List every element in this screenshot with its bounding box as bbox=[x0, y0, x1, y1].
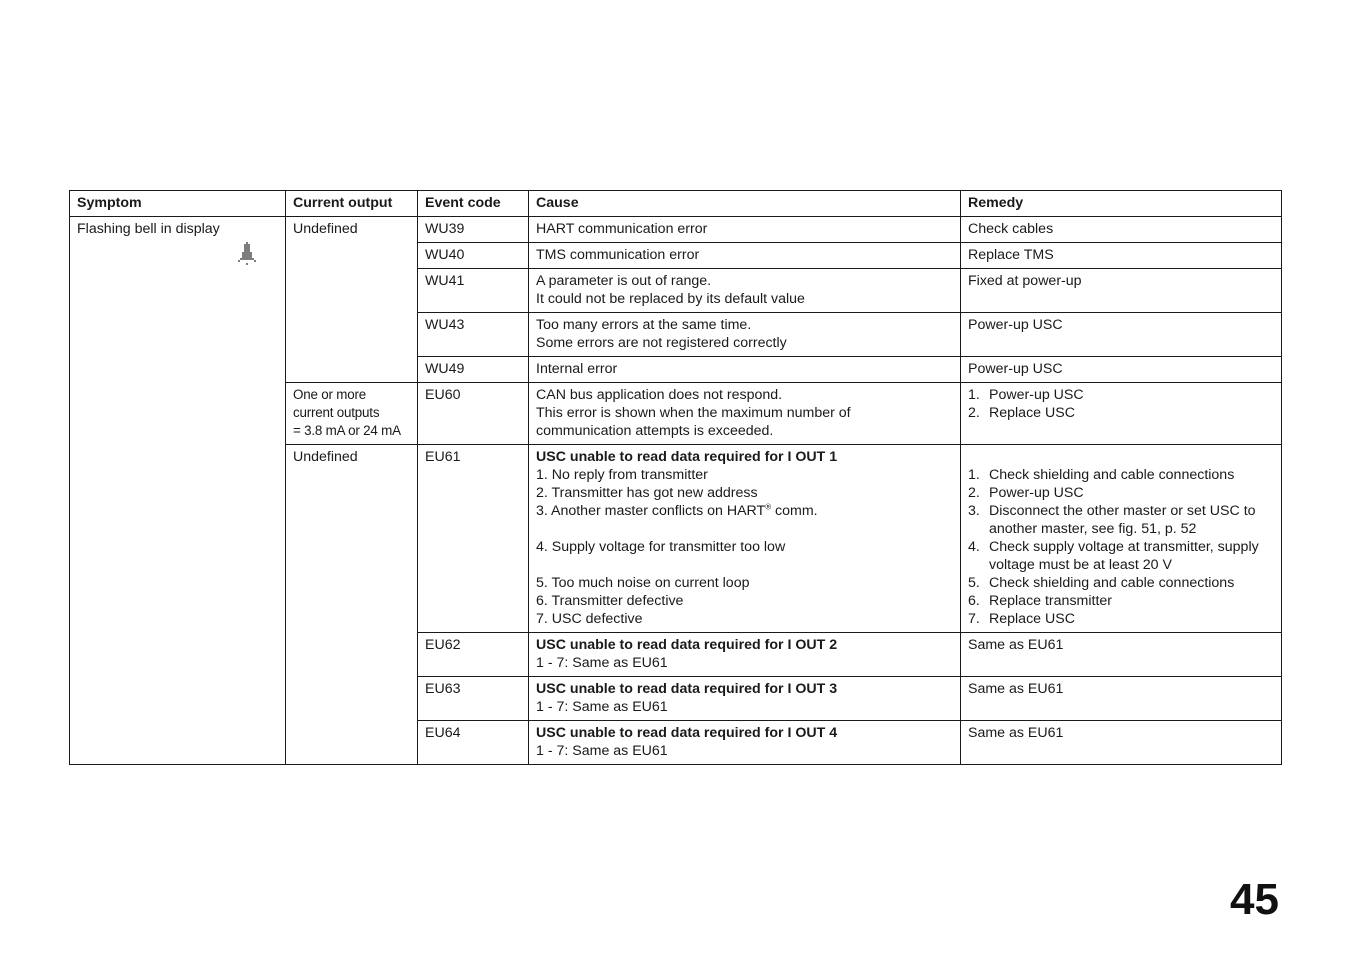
remedy-cell bbox=[961, 383, 1282, 445]
remedy-cell: Check cables bbox=[961, 217, 1282, 243]
list-number: 2. bbox=[968, 405, 980, 421]
list-number: 3. bbox=[968, 503, 980, 519]
list-number: 7. bbox=[968, 611, 980, 627]
list-item bbox=[968, 484, 1274, 502]
cause-line: It could not be replaced by its default value bbox=[536, 291, 805, 307]
remedy-step: Replace USC bbox=[989, 405, 1075, 421]
troubleshooting-table bbox=[69, 190, 1282, 765]
cause-cell bbox=[529, 383, 961, 445]
event-code: EU64 bbox=[418, 721, 529, 765]
output-line: One or more bbox=[293, 387, 366, 402]
event-code: EU60 bbox=[418, 383, 529, 445]
cause-line: Internal error bbox=[536, 361, 618, 377]
cause-title: USC unable to read data required for I OUT 4 bbox=[536, 725, 838, 741]
event-code: EU61 bbox=[418, 445, 529, 633]
list-item bbox=[968, 386, 1274, 404]
output-line: = 3.8 mA or 24 mA bbox=[293, 423, 401, 438]
table-row bbox=[70, 217, 1282, 243]
cause-line: Some errors are not registered correctly bbox=[536, 335, 787, 351]
output-line: current outputs bbox=[293, 405, 380, 420]
list-item bbox=[968, 610, 1274, 628]
cause-line: TMS communication error bbox=[536, 247, 700, 263]
cause-line: 7. USC defective bbox=[536, 611, 643, 627]
symptom-cell bbox=[70, 217, 286, 765]
list-number: 1. bbox=[968, 387, 980, 403]
cause-cell bbox=[529, 721, 961, 765]
cause-title: USC unable to read data required for I OUT 2 bbox=[536, 637, 838, 653]
cause-text: comm. bbox=[771, 503, 818, 519]
remedy-step: Power-up USC bbox=[989, 485, 1084, 501]
cause-cell bbox=[529, 677, 961, 721]
cause-cell bbox=[529, 633, 961, 677]
remedy-cell: Fixed at power-up bbox=[961, 269, 1282, 313]
remedy-cell bbox=[961, 445, 1282, 633]
cause-title: USC unable to read data required for I OUT 3 bbox=[536, 681, 838, 697]
cause-line: CAN bus application does not respond. bbox=[536, 387, 783, 403]
remedy-step: Power-up USC bbox=[989, 387, 1084, 403]
list-number: 5. bbox=[968, 575, 980, 591]
page-number: 45 bbox=[1230, 875, 1279, 924]
cause-line: 4. Supply voltage for transmitter too low bbox=[536, 539, 786, 555]
event-code: WU41 bbox=[418, 269, 529, 313]
remedy-list bbox=[968, 466, 1274, 628]
event-code: WU49 bbox=[418, 357, 529, 383]
table-header-row bbox=[70, 191, 1282, 217]
list-item bbox=[968, 538, 1274, 574]
remedy-cell: Same as EU61 bbox=[961, 633, 1282, 677]
list-number: 6. bbox=[968, 593, 980, 609]
cause-line: A parameter is out of range. bbox=[536, 273, 712, 289]
cause-cell bbox=[529, 269, 961, 313]
current-output-cell bbox=[286, 383, 418, 445]
header-symptom: Symptom bbox=[70, 191, 286, 217]
header-event-code: Event code bbox=[418, 191, 529, 217]
remedy-step: Check supply voltage at transmitter, supply voltage must be at least 20 V bbox=[989, 539, 1259, 573]
symptom-text: Flashing bell in display bbox=[77, 221, 220, 237]
current-output-cell: Undefined bbox=[286, 445, 418, 765]
cause-cell bbox=[529, 445, 961, 633]
cause-text: 3. Another master conflicts on HART bbox=[536, 503, 766, 519]
list-item bbox=[968, 404, 1274, 422]
cause-line: 1 - 7: Same as EU61 bbox=[536, 743, 668, 759]
cause-title: USC unable to read data required for I OUT 1 bbox=[536, 449, 838, 465]
remedy-step: Replace transmitter bbox=[989, 593, 1113, 609]
event-code: WU39 bbox=[418, 217, 529, 243]
header-cause: Cause bbox=[529, 191, 961, 217]
list-item bbox=[968, 466, 1274, 484]
event-code: WU43 bbox=[418, 313, 529, 357]
list-item bbox=[968, 502, 1274, 538]
registered-mark: ® bbox=[765, 502, 772, 512]
list-number: 1. bbox=[968, 467, 980, 483]
cause-line: This error is shown when the maximum number of bbox=[536, 405, 851, 421]
header-current-output: Current output bbox=[286, 191, 418, 217]
list-number: 4. bbox=[968, 539, 980, 555]
header-remedy: Remedy bbox=[961, 191, 1282, 217]
event-code: EU63 bbox=[418, 677, 529, 721]
list-number: 2. bbox=[968, 485, 980, 501]
remedy-step: Disconnect the other master or set USC to another master, see fig. 51, p. 52 bbox=[989, 503, 1256, 537]
remedy-cell: Same as EU61 bbox=[961, 677, 1282, 721]
current-output-cell: Undefined bbox=[286, 217, 418, 383]
remedy-cell: Same as EU61 bbox=[961, 721, 1282, 765]
remedy-cell: Power-up USC bbox=[961, 357, 1282, 383]
cause-cell bbox=[529, 313, 961, 357]
cause-line: 1. No reply from transmitter bbox=[536, 467, 708, 483]
cause-line: 2. Transmitter has got new address bbox=[536, 485, 758, 501]
cause-cell bbox=[529, 217, 961, 243]
remedy-list bbox=[968, 386, 1274, 422]
cause-line: 1 - 7: Same as EU61 bbox=[536, 699, 668, 715]
cause-cell bbox=[529, 243, 961, 269]
remedy-step: Replace USC bbox=[989, 611, 1075, 627]
event-code: EU62 bbox=[418, 633, 529, 677]
remedy-step: Check shielding and cable connections bbox=[989, 467, 1235, 483]
cause-line: 1 - 7: Same as EU61 bbox=[536, 655, 668, 671]
cause-line bbox=[536, 502, 953, 520]
cause-line: Too many errors at the same time. bbox=[536, 317, 752, 333]
list-item bbox=[968, 592, 1274, 610]
bell-icon bbox=[237, 241, 257, 267]
cause-line: 6. Transmitter defective bbox=[536, 593, 684, 609]
cause-cell bbox=[529, 357, 961, 383]
remedy-step: Check shielding and cable connections bbox=[989, 575, 1235, 591]
remedy-cell: Replace TMS bbox=[961, 243, 1282, 269]
event-code: WU40 bbox=[418, 243, 529, 269]
cause-line: communication attempts is exceeded. bbox=[536, 423, 774, 439]
list-item bbox=[968, 574, 1274, 592]
cause-line: 5. Too much noise on current loop bbox=[536, 575, 750, 591]
remedy-cell: Power-up USC bbox=[961, 313, 1282, 357]
cause-line: HART communication error bbox=[536, 221, 708, 237]
